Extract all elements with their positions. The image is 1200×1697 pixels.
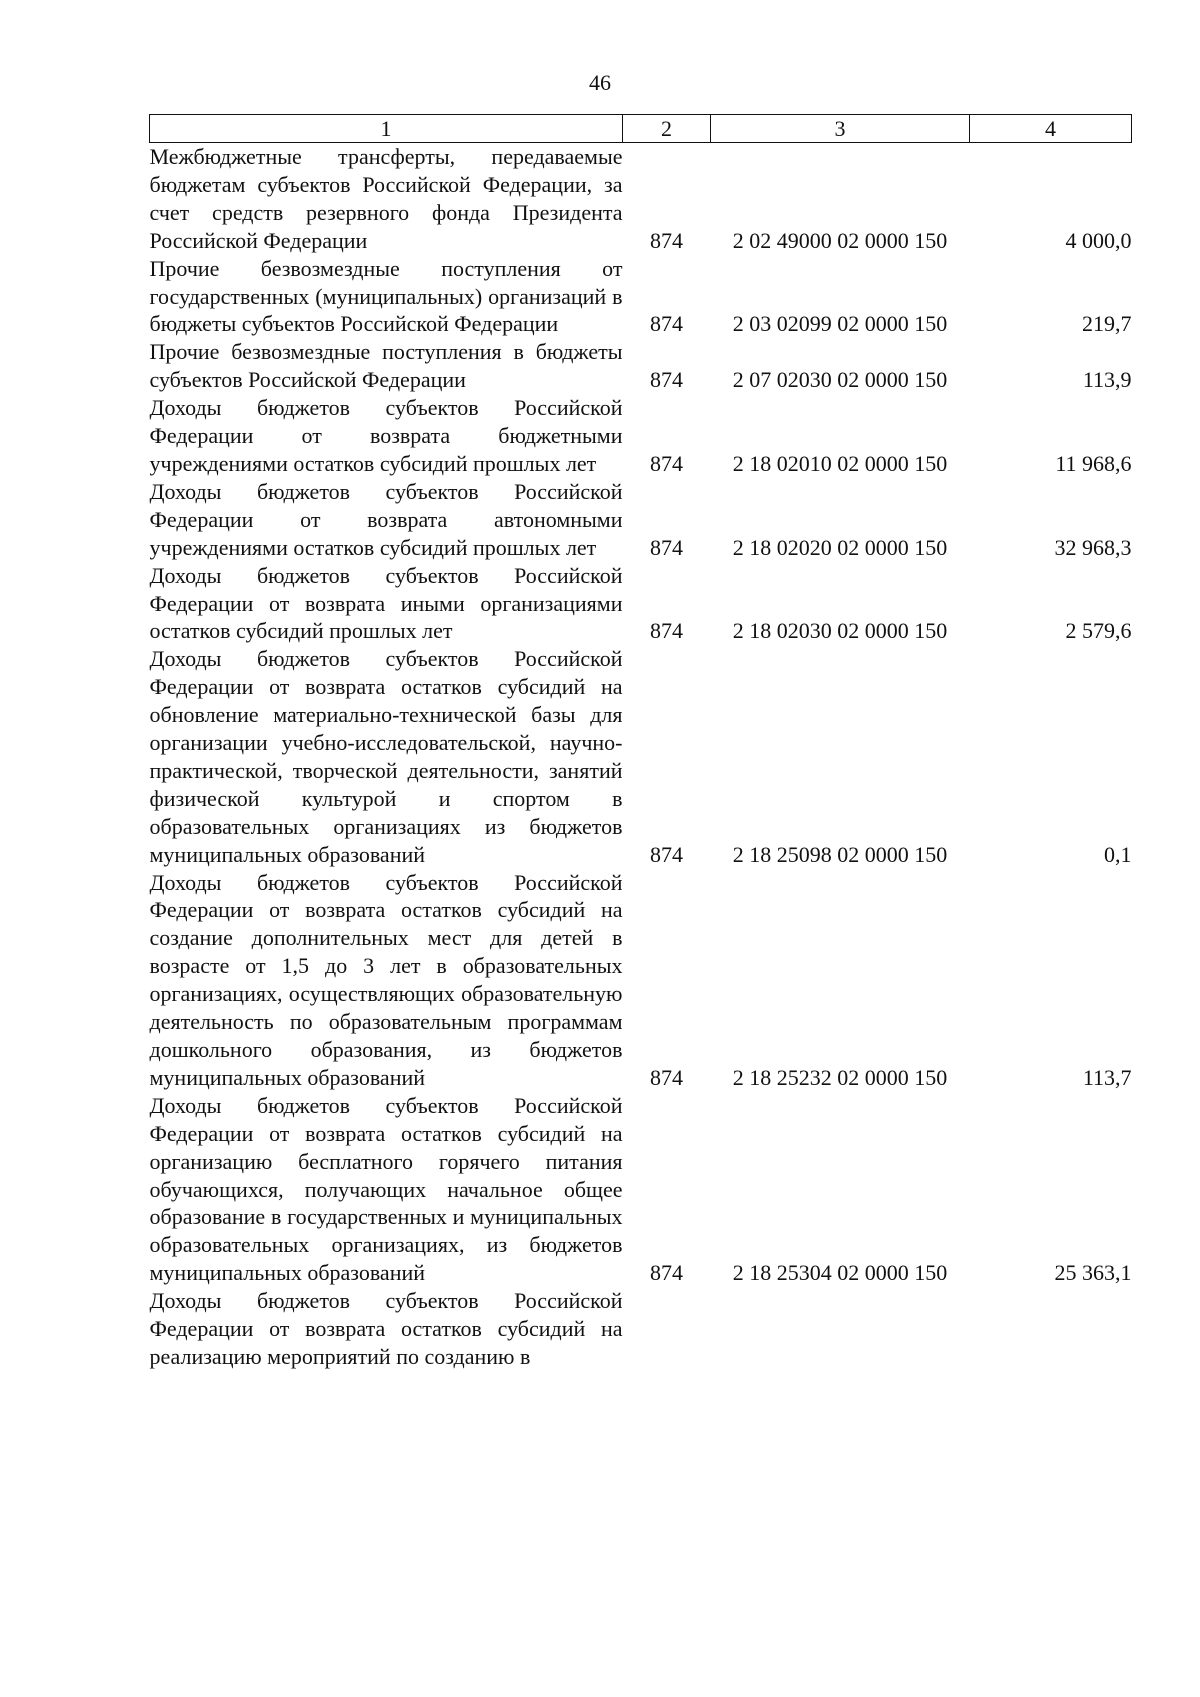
- row-admin-code: 874: [650, 618, 683, 644]
- row-budget-code: 2 18 25098 02 0000 150: [732, 841, 948, 867]
- row-budget-code: 2 18 02020 02 0000 150: [732, 534, 948, 560]
- row-budget-code: 2 18 02010 02 0000 150: [732, 450, 948, 476]
- row-admin-code: 874: [650, 534, 683, 560]
- table-row: [150, 338, 1132, 394]
- row-budget-code: 2 18 25232 02 0000 150: [732, 1064, 948, 1090]
- row-amount: 4 000,0: [1065, 227, 1132, 253]
- row-description: Межбюджетные трансферты, передаваемые бюджетам субъектов Российской Федерации, за счет средств резервного фонда Президента Российской Федерации: [149, 144, 623, 253]
- row-description: Доходы бюджетов субъектов Российской Федерации от возврата иными организациями остатков субсидий прошлых лет: [149, 562, 623, 644]
- row-description: Прочие безвозмездные поступления от государственных (муниципальных) организаций в бюджеты субъектов Российской Федерации: [149, 255, 623, 337]
- row-amount: 219,7: [1082, 311, 1132, 337]
- row-description: Доходы бюджетов субъектов Российской Федерации от возврата автономными учреждениями остатков субсидий прошлых лет: [149, 478, 623, 560]
- table-row: [150, 255, 1132, 339]
- table-row: [150, 1092, 1132, 1287]
- row-admin-code: 874: [650, 1260, 683, 1286]
- row-description: Доходы бюджетов субъектов Российской Федерации от возврата бюджетными учреждениями остатков субсидий прошлых лет: [149, 395, 623, 476]
- column-header-1: 1: [150, 115, 623, 143]
- row-budget-code: 2 18 02030 02 0000 150: [732, 618, 948, 644]
- row-description: Прочие безвозмездные поступления в бюджеты субъектов Российской Федерации: [149, 339, 623, 393]
- table-row: [150, 562, 1132, 646]
- column-header-4: 4: [970, 115, 1132, 143]
- row-admin-code: 874: [650, 450, 683, 476]
- row-budget-code: 2 02 49000 02 0000 150: [732, 227, 948, 253]
- row-admin-code: 874: [650, 367, 683, 393]
- table-row: [150, 143, 1132, 255]
- row-admin-code: 874: [650, 227, 683, 253]
- row-amount: 2 579,6: [1065, 618, 1132, 644]
- row-description: Доходы бюджетов субъектов Российской Федерации от возврата остатков субсидий на организацию бесплатного горячего питания обучающихся, получающих начальное общее образование в государственных и муниципальных образовательных организациях, из бюджетов муниципальных образований: [149, 1092, 623, 1286]
- revenue-table: [149, 114, 1132, 1371]
- row-budget-code: 2 03 02099 02 0000 150: [732, 311, 948, 337]
- row-description: Доходы бюджетов субъектов Российской Федерации от возврата остатков субсидий на создание дополнительных мест для детей в возрасте от 1,5 до 3 лет в образовательных организациях, осуществляющих образовательную деятельность по образовательным программам дошкольного образования, из бюджетов муниципальных образований: [149, 869, 623, 1090]
- row-description: Доходы бюджетов субъектов Российской Федерации от возврата остатков субсидий на обновление материально-технической базы для организации учебно-исследовательской, научно-практической, творческой деятельности, занятий физической культурой и спортом в образовательных организациях из бюджетов муниципальных образований: [149, 646, 623, 867]
- table-row: [150, 869, 1132, 1092]
- row-admin-code: [623, 1287, 711, 1371]
- row-amount: 25 363,1: [1054, 1260, 1132, 1286]
- row-amount: 0,1: [1104, 841, 1132, 867]
- row-budget-code: 2 07 02030 02 0000 150: [732, 367, 948, 393]
- row-amount: 32 968,3: [1054, 534, 1132, 560]
- row-budget-code: 2 18 25304 02 0000 150: [732, 1260, 948, 1286]
- row-amount: [970, 1287, 1132, 1371]
- row-amount: 11 968,6: [1055, 450, 1132, 476]
- page-number: 46: [589, 70, 611, 95]
- row-amount: 113,7: [1082, 1064, 1132, 1090]
- table-header-row: [150, 115, 1132, 143]
- table-row: [150, 394, 1132, 478]
- table-row: [150, 1287, 1132, 1371]
- row-admin-code: 874: [650, 1064, 683, 1090]
- row-admin-code: 874: [650, 311, 683, 337]
- table-row: [150, 478, 1132, 562]
- row-admin-code: 874: [650, 841, 683, 867]
- column-header-2: 2: [623, 115, 711, 143]
- row-description: Доходы бюджетов субъектов Российской Федерации от возврата остатков субсидий на реализацию мероприятий по созданию в: [149, 1288, 623, 1369]
- column-header-3: 3: [711, 115, 970, 143]
- table-row: [150, 645, 1132, 868]
- row-budget-code: [711, 1287, 970, 1371]
- row-amount: 113,9: [1082, 367, 1132, 393]
